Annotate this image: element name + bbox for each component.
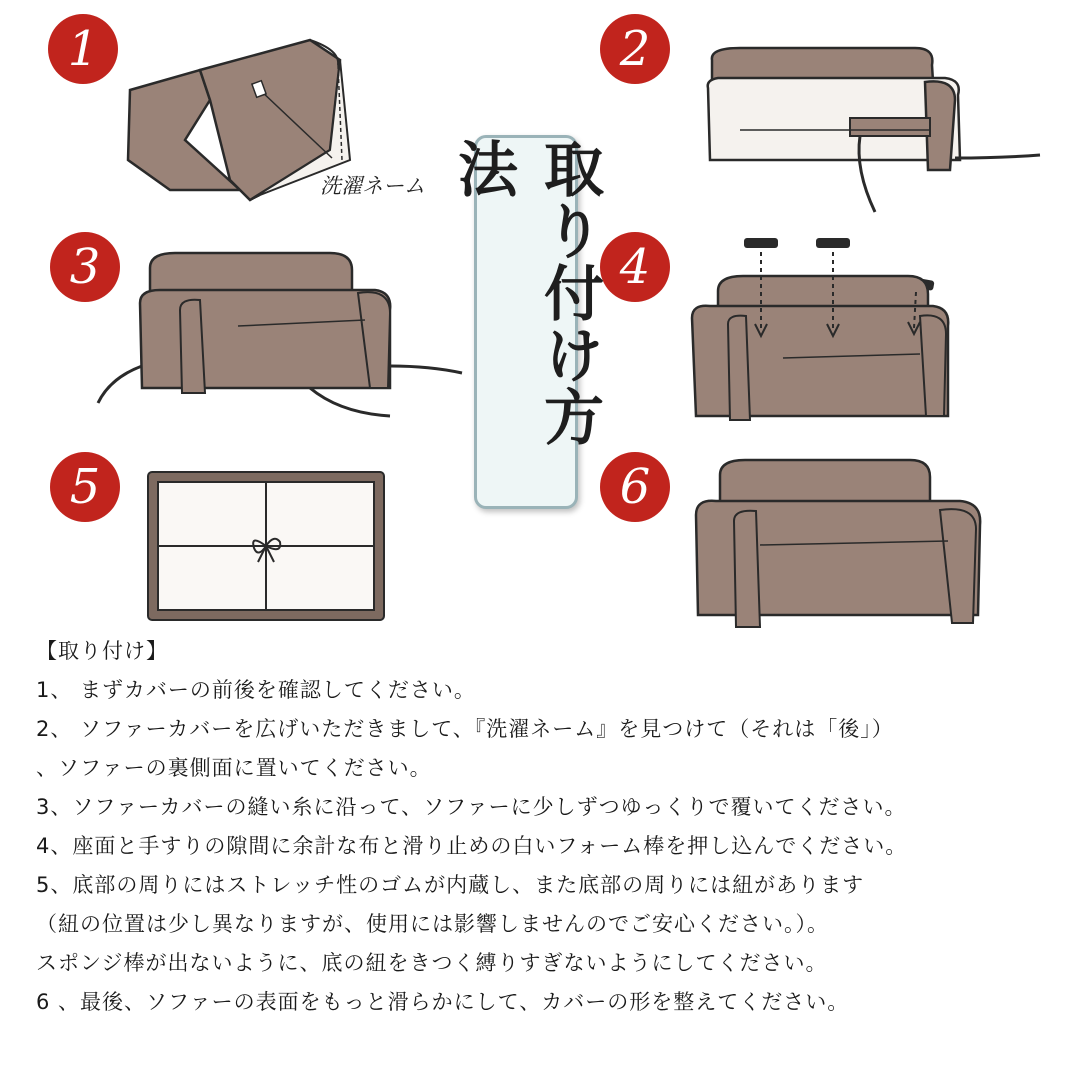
instruction-line: 3、ソファーカバーの縫い糸に沿って、ソファーに少しずつゆっくりで覆いてください。 bbox=[36, 795, 907, 819]
foam-stick-icon bbox=[744, 238, 778, 248]
instruction-line: 6 、最後、ソファーの表面をもっと滑らかにして、カバーの形を整えてください。 bbox=[36, 990, 850, 1014]
instructions bbox=[36, 634, 1066, 1019]
step-3-badge: 3 bbox=[50, 232, 120, 302]
section-heading: 【取り付け】 bbox=[36, 639, 168, 663]
instruction-line: スポンジ棒が出ないように、底の紐をきつく縛りすぎないようにしてください。 bbox=[36, 951, 828, 975]
step-5-illustration bbox=[146, 470, 386, 622]
step-4-illustration bbox=[688, 236, 968, 432]
instruction-line: 4、座面と手すりの隙間に余計な布と滑り止めの白いフォーム棒を押し込んでください。 bbox=[36, 834, 908, 858]
instruction-line: 5、底部の周りにはストレッチ性のゴムが内蔵し、また底部の周りには紐があります bbox=[36, 873, 865, 897]
instruction-line: 1、 まずカバーの前後を確認してください。 bbox=[36, 678, 476, 702]
step-2-badge: 2 bbox=[600, 14, 670, 84]
instruction-line: 、ソファーの裏側面に置いてください。 bbox=[36, 756, 432, 780]
step-2-illustration bbox=[700, 40, 1060, 220]
foam-stick-icon bbox=[816, 238, 850, 248]
step-5-badge: 5 bbox=[50, 452, 120, 522]
step-6-badge: 6 bbox=[600, 452, 670, 522]
step-6-illustration bbox=[690, 455, 990, 633]
instruction-line: （紐の位置は少し異なりますが、使用には影響しませんのでご安心ください。）。 bbox=[36, 912, 829, 936]
step-1-badge: 1 bbox=[48, 14, 118, 84]
step-4-badge: 4 bbox=[600, 232, 670, 302]
step-3-illustration bbox=[90, 248, 470, 428]
instruction-line: 2、 ソファーカバーを広げいただきまして、『洗濯ネーム』を見つけて（それは「後」） bbox=[36, 717, 894, 741]
title-box bbox=[448, 135, 604, 509]
page-title: 取り付け方法 bbox=[448, 138, 604, 448]
wash-tag-label: 洗濯ネーム bbox=[320, 174, 425, 198]
